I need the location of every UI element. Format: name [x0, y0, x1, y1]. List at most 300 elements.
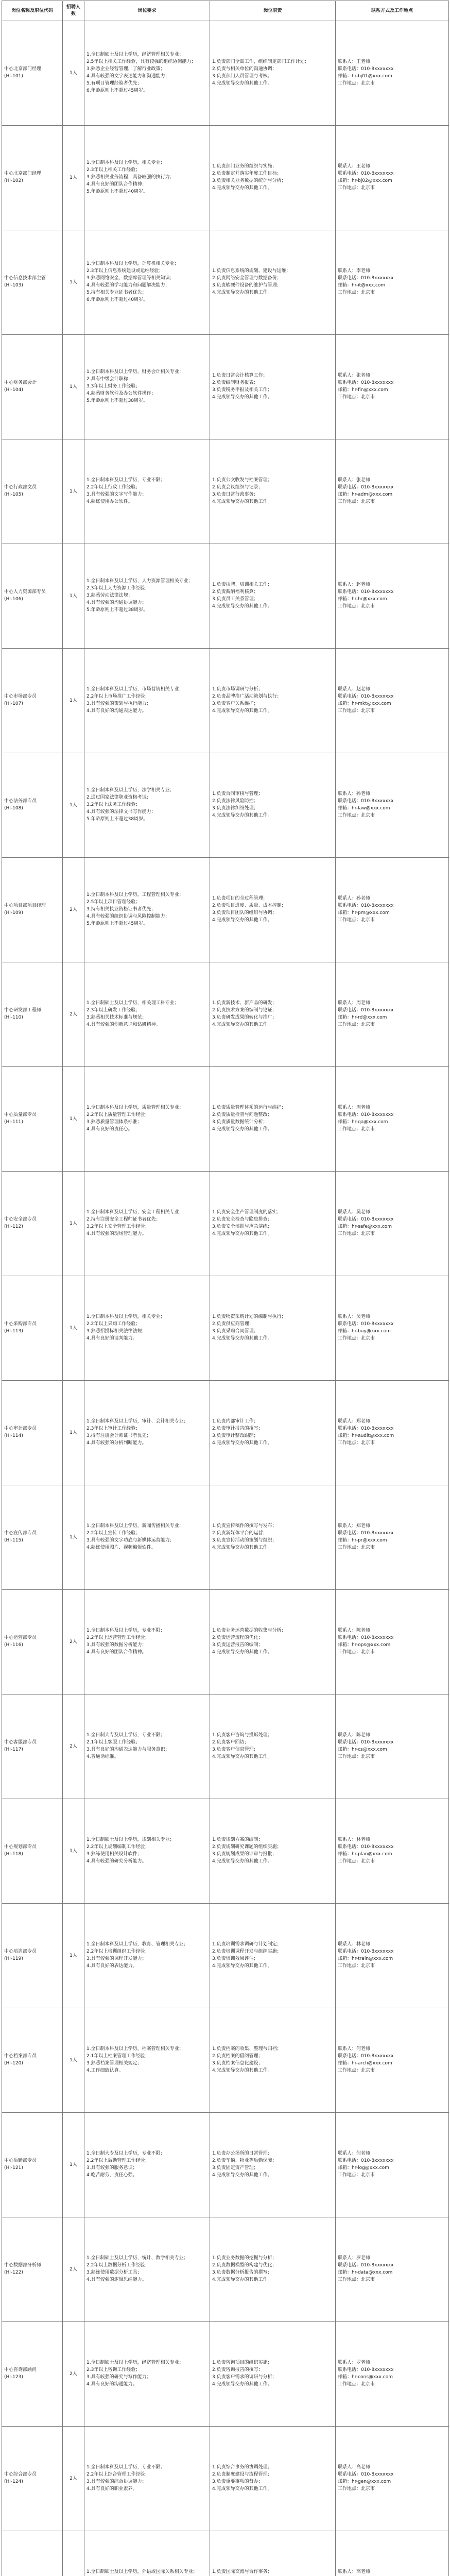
- duty-line: 3.负责法律纠纷处理；: [212, 806, 258, 811]
- duty-line: 4.完成领导交办的其他工作。: [212, 1545, 272, 1550]
- contact-line: 联系电话：010-8xxxxxxx: [338, 903, 394, 908]
- duty-line: 2.负责客户回访；: [212, 1740, 249, 1745]
- requirement-line: 4.熟练使用图片、视频编辑软件。: [86, 1545, 156, 1550]
- requirement-line: 2.3年以上人力资源工作经验；: [86, 586, 150, 591]
- job-name-line: 中心研发部工程师: [4, 1008, 42, 1013]
- requirement-line: 5.年龄原则上不超过38周岁。: [86, 817, 148, 822]
- contact-line: 联系人：陈老师: [338, 1733, 371, 1738]
- header-duties: 岗位职责: [210, 1, 336, 21]
- contact-line: 联系电话：010-8xxxxxxx: [338, 694, 394, 699]
- table-row: [2, 2008, 449, 2113]
- duty-line: 4.完成领导交办的其他工作。: [212, 2486, 272, 2492]
- duty-line: 2.负责咨询报告的撰写；: [212, 2367, 263, 2372]
- duty-line: 1.负责业务运营数据的收集与分析；: [212, 1628, 286, 1633]
- job-name-line: (HI-120): [4, 2061, 23, 2066]
- contact-line: 工作地点：北京市: [338, 1231, 375, 1236]
- job-name-line: 中心财务部会计: [4, 380, 37, 385]
- job-contact: [336, 21, 449, 126]
- job-name-line: 中心宣传部专员: [4, 1531, 37, 1536]
- duty-line: 1.负责物资采购计划的编制与执行；: [212, 1314, 286, 1319]
- job-name: [2, 1067, 63, 1172]
- contact-line: 工作地点：北京市: [338, 1754, 375, 1759]
- job-duties: [210, 2427, 336, 2531]
- contact-line: 联系人：林老师: [338, 1942, 371, 1947]
- requirement-line: 3.熟悉相关技术标准与规范；: [86, 1015, 147, 1020]
- contact-line: 联系人：张老师: [338, 478, 371, 483]
- duty-line: 3.负责规划成果的评审与报批；: [212, 1852, 277, 1857]
- header-contact: 联系方式及工作地点: [336, 1, 449, 21]
- header-count: 招聘人数: [63, 1, 84, 21]
- duty-line: 4.完成领导交办的其他工作。: [212, 1963, 272, 1969]
- contact-line: 邮箱：hr-data@xxx.com: [338, 2270, 393, 2275]
- requirement-line: 2.1年以上档案管理工作经验；: [86, 2054, 150, 2059]
- contact-line: 工作地点：北京市: [338, 708, 375, 714]
- job-count: 2人: [63, 2322, 84, 2427]
- duty-line: 4.完成领导交办的其他工作。: [212, 2173, 272, 2178]
- duty-line: 2.负责与相关单位的沟通协调；: [212, 66, 277, 72]
- requirement-line: 1.全日制本科及以上学历，新闻传播相关专业；: [86, 1523, 184, 1529]
- job-requirements: [84, 1276, 210, 1381]
- requirement-line: 2.具有中级会计职称；: [86, 377, 133, 382]
- requirement-line: 1.全日制本科及以上学历，专业不限；: [86, 1628, 165, 1633]
- table-row: [2, 335, 449, 439]
- duty-line: 1.负责项目的全过程管理；: [212, 896, 268, 901]
- job-contact: [336, 2113, 449, 2217]
- contact-line: 邮箱：hr-pm@xxx.com: [338, 910, 390, 916]
- contact-line: 联系电话：010-8xxxxxxx: [338, 1949, 394, 1954]
- job-name-line: 中心信息技术部主管: [4, 276, 46, 281]
- job-contact: [336, 1172, 449, 1276]
- job-count: 2人: [63, 2427, 84, 2531]
- requirement-line: 3.熟悉档案管理相关规定；: [86, 2061, 142, 2066]
- duty-line: 1.负责办公场所的日常管理；: [212, 2151, 272, 2156]
- duty-line: 2.负责薪酬福利核算；: [212, 589, 258, 595]
- contact-line: 联系电话：010-8xxxxxxx: [338, 1217, 394, 1222]
- job-requirements: [84, 1590, 210, 1694]
- duty-line: 4.完成领导交办的其他工作。: [212, 1650, 272, 1655]
- job-name: [2, 1904, 63, 2008]
- job-name-line: (HI-108): [4, 806, 23, 811]
- table-row: [2, 2427, 449, 2531]
- job-name: [2, 753, 63, 858]
- duty-line: 2.负责新媒体平台的运营；: [212, 1531, 268, 1536]
- contact-line: 联系人：罗老师: [338, 2256, 371, 2261]
- contact-line: 邮箱：hr-qa@xxx.com: [338, 1120, 388, 1125]
- duty-line: 4.完成领导交办的其他工作。: [212, 604, 272, 609]
- contact-line: 工作地点：北京市: [338, 918, 375, 923]
- job-duties: [210, 544, 336, 649]
- job-name-line: 中心数据部分析师: [4, 2263, 42, 2268]
- requirement-line: 1.全日制硕士及以上学历，统计、数学相关专业；: [86, 2256, 188, 2261]
- job-duties: [210, 1590, 336, 1694]
- contact-line: 联系电话：010-8xxxxxxx: [338, 1426, 394, 1431]
- job-requirements: [84, 2427, 210, 2531]
- job-contact: [336, 2322, 449, 2427]
- duty-line: 4.完成领导交办的其他工作。: [212, 1231, 272, 1236]
- job-count: 1人: [63, 1276, 84, 1381]
- job-requirements: [84, 2322, 210, 2427]
- job-name-line: 中心行政部文员: [4, 485, 37, 490]
- requirement-line: 4.具有良好的责任心。: [86, 1127, 133, 1132]
- job-name-line: (HI-117): [4, 1747, 23, 1752]
- requirement-line: 2.2年以上数据分析工作经验；: [86, 2263, 150, 2268]
- contact-line: 邮箱：hr-gen@xxx.com: [338, 2479, 391, 2484]
- requirement-line: 3.具有较强的研究与写作能力；: [86, 2375, 151, 2380]
- contact-line: 工作地点：北京市: [338, 2068, 375, 2073]
- duty-line: 3.负责审计整改跟踪；: [212, 1433, 258, 1438]
- job-name: [2, 2427, 63, 2531]
- job-requirements: [84, 2008, 210, 2113]
- requirement-line: 2.通过国家法律职业资格考试；: [86, 795, 151, 800]
- requirement-line: 2.2年以上行政工作经验；: [86, 485, 141, 490]
- contact-line: 联系电话：010-8xxxxxxx: [338, 276, 394, 281]
- duty-line: 1.负责质量管理体系的运行与维护；: [212, 1105, 286, 1110]
- job-name-line: (HI-104): [4, 387, 23, 393]
- table-row: [2, 2113, 449, 2217]
- requirement-line: 4.熟练使用办公软件。: [86, 499, 133, 504]
- requirement-line: 3.熟悉质量管理体系标准；: [86, 1120, 142, 1125]
- job-count: 1人: [63, 1381, 84, 1485]
- contact-line: 邮箱：hr-mkt@xxx.com: [338, 701, 391, 706]
- requirement-line: 1.全日制本科及以上学历，人力资源管理相关专业；: [86, 579, 193, 584]
- requirement-line: 4.吃苦耐劳，责任心强。: [86, 2173, 137, 2178]
- job-duties: [210, 2217, 336, 2322]
- requirement-line: 2.2年以上规划编制工作经验；: [86, 1844, 150, 1850]
- table-row: [2, 962, 449, 1067]
- job-contact: [336, 1485, 449, 1590]
- job-name-line: (HI-109): [4, 910, 23, 916]
- duty-line: 1.负责业务数据的挖掘与分析；: [212, 2256, 277, 2261]
- contact-line: 邮箱：hr-ops@xxx.com: [338, 1642, 391, 1648]
- job-name-line: (HI-124): [4, 2479, 23, 2484]
- duty-line: 4.完成领导交办的其他工作。: [212, 499, 272, 504]
- job-name: [2, 544, 63, 649]
- contact-line: 联系人：林老师: [338, 1837, 371, 1842]
- job-duties: [210, 335, 336, 439]
- duty-line: 1.负责日常会计核算工作；: [212, 373, 268, 378]
- requirement-line: 6.年龄原则上不超过45周岁。: [86, 88, 148, 93]
- job-count: [63, 2531, 84, 2576]
- job-count: 1人: [63, 1799, 84, 1904]
- requirement-line: 3.熟悉网络安全、数据库管理等相关知识；: [86, 276, 175, 281]
- job-name: [2, 1694, 63, 1799]
- job-requirements: [84, 126, 210, 230]
- table-row: [2, 126, 449, 230]
- requirement-line: 3.2年以上法务工作经验；: [86, 802, 141, 807]
- job-contact: [336, 544, 449, 649]
- requirement-line: 2.2年以上后勤管理工作经验；: [86, 2158, 150, 2163]
- contact-line: 邮箱：hr-fin@xxx.com: [338, 387, 388, 393]
- job-name: [2, 1799, 63, 1904]
- contact-line: 联系电话：010-8xxxxxxx: [338, 589, 394, 595]
- contact-line: 联系人：吴老师: [338, 1210, 371, 1215]
- job-duties: [210, 1381, 336, 1485]
- job-contact: [336, 1694, 449, 1799]
- job-name-line: (HI-113): [4, 1329, 23, 1334]
- job-count: 2人: [63, 858, 84, 962]
- job-duties: [210, 1067, 336, 1172]
- contact-line: 联系人：陈老师: [338, 1628, 371, 1633]
- job-name-line: 中心市场部专员: [4, 694, 37, 699]
- job-name-line: 中心安全部专员: [4, 1217, 37, 1222]
- requirement-line: 1.全日制本科及以上学历，工程管理相关专业；: [86, 892, 184, 897]
- job-contact: [336, 335, 449, 439]
- job-duties: [210, 1172, 336, 1276]
- requirement-line: 4.具有较强的分析判断能力。: [86, 1440, 147, 1446]
- duty-line: 3.负责研发成果的转化与推广；: [212, 1015, 277, 1020]
- requirement-line: 1.全日制本科及以上学历，相关专业；: [86, 160, 165, 165]
- job-count: 1人: [63, 544, 84, 649]
- table-row: [2, 1172, 449, 1276]
- job-contact: [336, 1904, 449, 2008]
- contact-line: 联系电话：010-8xxxxxxx: [338, 1008, 394, 1013]
- table-row: [2, 2217, 449, 2322]
- job-name: [2, 1172, 63, 1276]
- job-requirements: [84, 1694, 210, 1799]
- duty-line: 4.完成领导交办的其他工作。: [212, 813, 272, 818]
- requirement-line: 4.具有较强的组织协调与风险控制能力；: [86, 914, 170, 919]
- requirement-line: 3.熟练使用数据分析工具；: [86, 2270, 142, 2275]
- job-name-line: 中心咨询部顾问: [4, 2367, 37, 2372]
- requirement-line: 2.3年以上信息系统建设或运维经验；: [86, 268, 164, 274]
- job-name-line: 中心档案部专员: [4, 2054, 37, 2059]
- duty-line: 3.负责客户需求的调研与分析；: [212, 2375, 277, 2380]
- job-count: 1人: [63, 2113, 84, 2217]
- requirement-line: 2.2年以上质量管理工作经验；: [86, 1112, 150, 1117]
- job-duties: [210, 1904, 336, 2008]
- job-name-line: (HI-122): [4, 2270, 23, 2275]
- duty-line: 3.负责员工关系管理；: [212, 597, 258, 602]
- job-contact: [336, 439, 449, 544]
- job-requirements: [84, 649, 210, 753]
- job-count: 1人: [63, 335, 84, 439]
- contact-line: 工作地点：北京市: [338, 1127, 375, 1132]
- duty-line: 3.负责运营报告的编制；: [212, 1642, 263, 1648]
- job-name-line: (HI-119): [4, 1956, 23, 1961]
- requirement-line: 2.2年以上综合管理工作经验；: [86, 2472, 150, 2477]
- requirement-line: 3.熟悉相关业务流程，具备较强的执行力；: [86, 175, 175, 180]
- requirement-line: 1.全日制本科及以上学历，法学相关专业；: [86, 788, 175, 793]
- contact-line: 邮箱：hr-buy@xxx.com: [338, 1329, 391, 1334]
- duty-line: 1.负责信息系统的规划、建设与运维；: [212, 268, 291, 274]
- duty-line: 2.负责培训课程开发与组织实施；: [212, 1949, 282, 1954]
- contact-line: 联系电话：010-8xxxxxxx: [338, 799, 394, 804]
- contact-line: 工作地点：北京市: [338, 1650, 375, 1655]
- job-name-line: (HI-107): [4, 701, 23, 706]
- job-name: [2, 1590, 63, 1694]
- job-name: [2, 962, 63, 1067]
- requirement-line: 2.1年以上客服工作经验；: [86, 1740, 141, 1745]
- job-name-line: 中心客服部专员: [4, 1740, 37, 1745]
- job-duties: [210, 649, 336, 753]
- duty-line: 1.负责规划方案的编制；: [212, 1837, 263, 1842]
- duty-line: 4.完成领导交办的其他工作。: [212, 708, 272, 714]
- table-row: [2, 1590, 449, 1694]
- contact-line: 工作地点：北京市: [338, 1440, 375, 1446]
- job-requirements: [84, 753, 210, 858]
- job-contact: [336, 962, 449, 1067]
- job-duties: [210, 2531, 336, 2576]
- duty-line: 1.负责合同审核与管理；: [212, 791, 263, 796]
- job-count: 1人: [63, 753, 84, 858]
- job-name: [2, 2217, 63, 2322]
- job-name-line: 中心培训部专员: [4, 1949, 37, 1954]
- requirement-line: 3.具有较强的综合协调能力；: [86, 2479, 147, 2484]
- job-name: [2, 230, 63, 335]
- job-name-line: (HI-116): [4, 1642, 23, 1648]
- job-name-line: (HI-105): [4, 492, 23, 497]
- job-contact: [336, 230, 449, 335]
- job-name-line: 中心质量部专员: [4, 1112, 37, 1117]
- duty-line: 3.负责质量数据统计分析；: [212, 1120, 268, 1125]
- job-contact: [336, 858, 449, 962]
- job-count: 1人: [63, 2008, 84, 2113]
- requirement-line: 3.具有较强的数据分析能力；: [86, 1642, 147, 1648]
- requirement-line: 2.3年以上相关工作经验；: [86, 167, 141, 173]
- contact-line: 邮箱：hr-bj02@xxx.com: [338, 178, 392, 183]
- job-requirements: [84, 1904, 210, 2008]
- duty-line: 1.负责公文收发与档案管理；: [212, 478, 272, 483]
- job-name: [2, 1381, 63, 1485]
- requirement-line: 1.全日制本科及以上学历，专业不限；: [86, 2465, 165, 2470]
- duty-line: 2.负责品牌推广活动策划与执行；: [212, 694, 282, 699]
- table-row: [2, 753, 449, 858]
- requirement-line: 1.全日制本科及以上学历，专业不限；: [86, 478, 165, 483]
- contact-line: 工作地点：北京市: [338, 1859, 375, 1864]
- job-contact: [336, 1381, 449, 1485]
- job-contact: [336, 1276, 449, 1381]
- duty-line: 1.负责安全生产管理制度的落实；: [212, 1210, 282, 1215]
- contact-line: 联系电话：010-8xxxxxxx: [338, 1740, 394, 1745]
- job-count: 1人: [63, 1485, 84, 1590]
- contact-line: 工作地点：北京市: [338, 1022, 375, 1027]
- contact-line: 工作地点：北京市: [338, 185, 375, 191]
- requirement-line: 3.持有注册会计师证书者优先；: [86, 1433, 151, 1438]
- requirement-line: 3.具有较强的服务意识；: [86, 2165, 137, 2171]
- job-contact: [336, 1590, 449, 1694]
- contact-line: 联系电话：010-8xxxxxxx: [338, 2367, 394, 2372]
- job-name-line: (HI-101): [4, 74, 23, 79]
- requirement-line: 3.具有较强的课程开发能力；: [86, 1956, 147, 1961]
- job-name-line: 中心项目部项目经理: [4, 903, 46, 908]
- contact-line: 邮箱：hr-arch@xxx.com: [338, 2061, 392, 2066]
- job-name: [2, 2008, 63, 2113]
- requirement-line: 4.具有良好的职业素养。: [86, 2486, 137, 2492]
- duty-line: 1.负责新技术、新产品的研发；: [212, 1001, 277, 1006]
- job-requirements: [84, 1067, 210, 1172]
- requirement-line: 4.具有较强的学习能力和问题解决能力；: [86, 283, 170, 288]
- requirement-line: 4.具有较强的逻辑思维能力。: [86, 2277, 147, 2282]
- job-requirements: [84, 2531, 210, 2576]
- job-duties: [210, 2322, 336, 2427]
- job-contact: [336, 753, 449, 858]
- contact-line: 联系人：王老师: [338, 59, 371, 64]
- job-name-line: (HI-111): [4, 1120, 23, 1125]
- requirement-line: 1.全日制本科及以上学历，安全工程相关专业；: [86, 1210, 184, 1215]
- contact-line: 工作地点：北京市: [338, 2277, 375, 2282]
- job-name: [2, 439, 63, 544]
- duty-line: 1.负责综合事务的协调处理；: [212, 2465, 272, 2470]
- job-duties: [210, 21, 336, 126]
- requirement-line: 1.全日制本科及以上学历，质量管理相关专业；: [86, 1105, 184, 1110]
- job-name-line: 中心运营部专员: [4, 1635, 37, 1640]
- table-row: [2, 858, 449, 962]
- contact-line: 联系电话：010-8xxxxxxx: [338, 485, 394, 490]
- requirement-line: 4.具有较强的法律文书写作能力；: [86, 809, 156, 815]
- contact-line: 联系人：何老师: [338, 2046, 371, 2052]
- job-name: [2, 21, 63, 126]
- duty-line: 2.负责项目进度、质量、成本控制；: [212, 903, 286, 908]
- requirement-line: 1.全日制本科及以上学历，档案管理相关专业；: [86, 2046, 184, 2052]
- contact-line: 联系人：张老师: [338, 373, 371, 378]
- contact-line: 邮箱：hr-rd@xxx.com: [338, 1015, 387, 1020]
- duty-line: 4.完成领导交办的其他工作。: [212, 1859, 272, 1864]
- requirement-line: 2.2年以上采购工作经验；: [86, 1321, 141, 1327]
- table-row: [2, 1694, 449, 1799]
- table-row: [2, 649, 449, 753]
- job-requirements: [84, 1485, 210, 1590]
- contact-line: 联系电话：010-8xxxxxxx: [338, 1531, 394, 1536]
- job-requirements: [84, 858, 210, 962]
- job-count: 2人: [63, 1694, 84, 1799]
- duty-line: 4.完成领导交办的其他工作。: [212, 81, 272, 86]
- job-count: 1人: [63, 1067, 84, 1172]
- duty-line: 1.负责国际交流与合作事务；: [212, 2569, 272, 2574]
- requirement-line: 5.年龄原则上不超过45周岁。: [86, 921, 148, 926]
- job-contact: [336, 649, 449, 753]
- table-row: [2, 1276, 449, 1381]
- contact-line: 联系人：李老师: [338, 268, 371, 274]
- contact-line: 工作地点：北京市: [338, 2382, 375, 2387]
- contact-line: 联系人：孙老师: [338, 896, 371, 901]
- job-name-line: 中心后勤部专员: [4, 2158, 37, 2163]
- job-name: [2, 1485, 63, 1590]
- job-duties: [210, 753, 336, 858]
- table-row: [2, 1904, 449, 2008]
- contact-line: 工作地点：北京市: [338, 81, 375, 86]
- contact-line: 邮箱：hr-log@xxx.com: [338, 2165, 389, 2171]
- duty-line: 4.完成领导交办的其他工作。: [212, 290, 272, 295]
- duty-line: 3.负责软硬件设备的维护与管理；: [212, 283, 282, 288]
- job-name-line: 中心采购部专员: [4, 1321, 37, 1327]
- requirement-line: 5.年龄原则上不超过38周岁。: [86, 398, 148, 403]
- job-contact: [336, 1067, 449, 1172]
- job-name-line: 中心法务部专员: [4, 799, 37, 804]
- duty-line: 4.完成领导交办的其他工作。: [212, 2382, 272, 2387]
- job-name: [2, 335, 63, 439]
- table-body: [2, 21, 449, 2576]
- duty-line: 2.负责审计报告的撰写；: [212, 1426, 263, 1431]
- duty-line: 3.负责日常行政事务；: [212, 492, 258, 497]
- requirement-line: 2.3年以上咨询工作经验；: [86, 2367, 141, 2372]
- contact-line: 工作地点：北京市: [338, 1545, 375, 1550]
- job-name-line: 中心审计部专员: [4, 1426, 37, 1431]
- requirement-line: 4.具有良好的沟通表达能力。: [86, 708, 147, 714]
- job-count: 1人: [63, 21, 84, 126]
- job-name-line: 中心北京部门经理: [4, 66, 42, 72]
- requirement-line: 4.具有良好的团队合作精神。: [86, 1650, 147, 1655]
- contact-line: 联系人：赵老师: [338, 582, 371, 587]
- table-row: [2, 1799, 449, 1904]
- contact-line: 工作地点：北京市: [338, 290, 375, 295]
- job-count: 1人: [63, 230, 84, 335]
- contact-line: 邮箱：hr-cons@xxx.com: [338, 2375, 393, 2380]
- duty-line: 2.负责网络安全管理与数据备份；: [212, 276, 282, 281]
- contact-line: 邮箱：hr-adm@xxx.com: [338, 492, 393, 497]
- job-count: 2人: [63, 1590, 84, 1694]
- contact-line: 工作地点：北京市: [338, 395, 375, 400]
- contact-line: 邮箱：hr-pr@xxx.com: [338, 1538, 387, 1543]
